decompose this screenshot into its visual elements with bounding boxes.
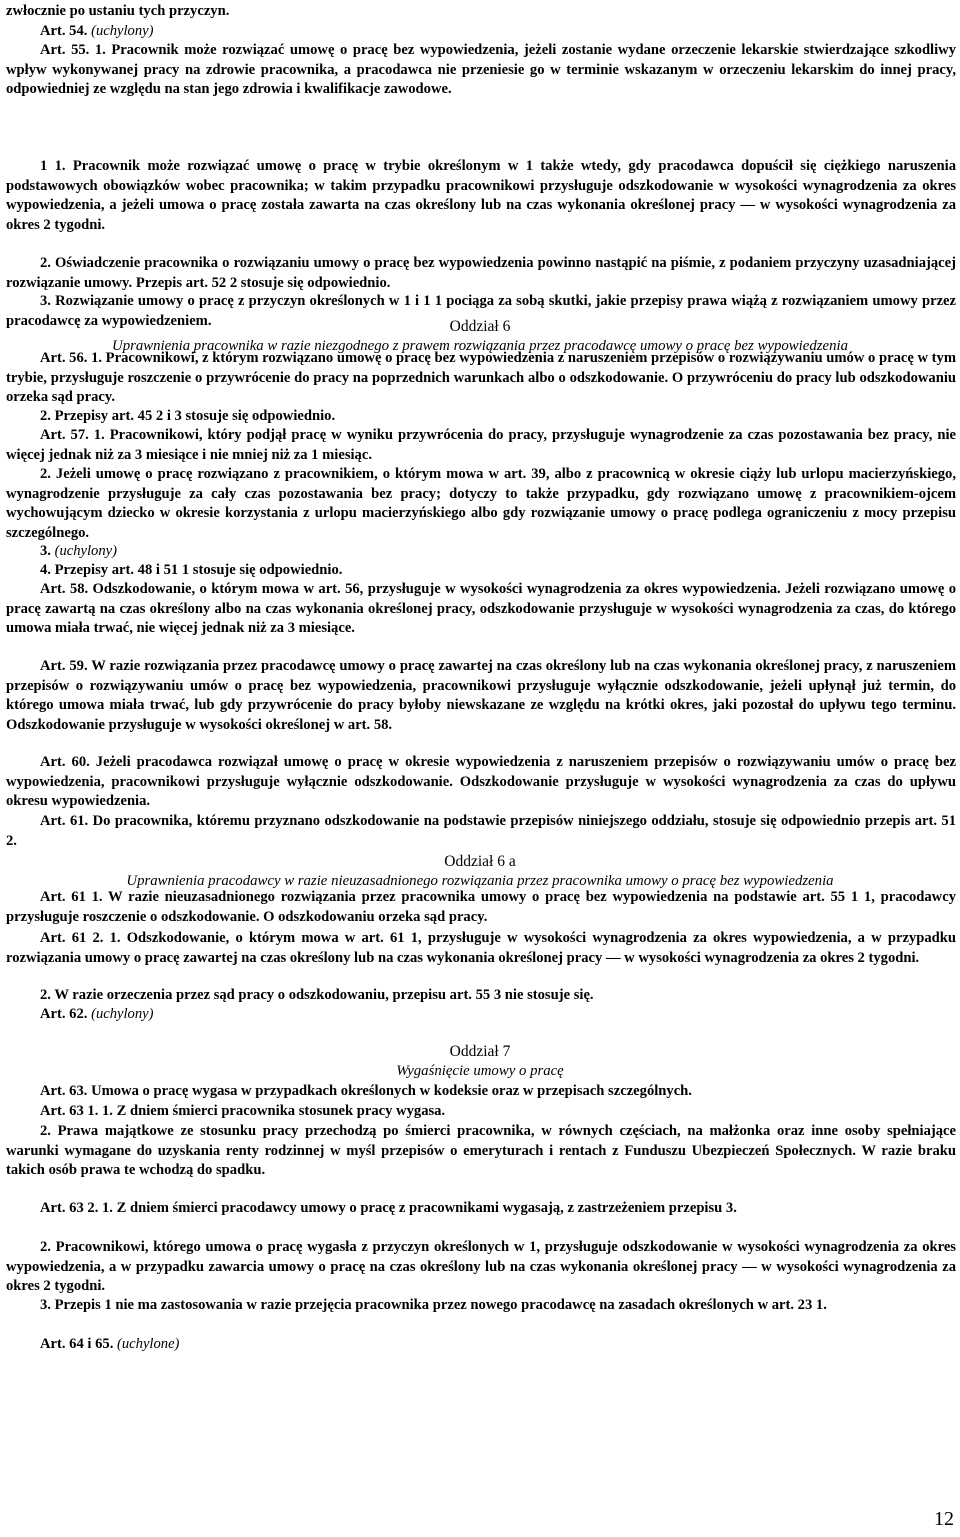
paragraph — [6, 41, 956, 100]
paragraph-text: 2. Przepisy art. 45 2 i 3 stosuje się odpowiednio. — [40, 408, 336, 424]
paragraph — [6, 2, 956, 22]
paragraph — [6, 22, 956, 42]
paragraph — [6, 657, 956, 735]
repealed-note: (uchylony) — [91, 1006, 154, 1022]
paragraph — [6, 888, 956, 927]
paragraph-text: Art. 59. W razie rozwiązania przez pracodawcę umowy o pracę zawartej na czas określony lub na czas wykonania określonej pracy, z naruszeniem przepisów o rozwiązywaniu umów o pracę bez wypowiedzenia, pracownikowi przysługuje wyłącznie odszkodowanie, jeżeli upłynął już termin, do którego umowa miała trwać, lub gdy przywrócenie do pracy byłoby niewskazane ze względu na krótki okres, jaki pozostał do upływu tego terminu. Odszkodowanie przysługuje w wysokości określonej w art. 58. — [6, 658, 956, 733]
paragraph — [6, 1122, 956, 1181]
paragraph-text: Art. 56. 1. Pracownikowi, z którym rozwiązano umowę o pracę bez wypowiedzenia z naruszeniem przepisów o rozwiązywaniu umów o pracę w tym trybie, przysługuje roszczenie o przywrócenie do pracy na poprzednich warunkach albo o odszkodowanie. O przywróceniu do pracy lub odszkodowaniu orzeka sąd pracy. — [6, 350, 956, 406]
paragraph-text: Art. 63. Umowa o pracę wygasa w przypadkach określonych w kodeksie oraz w przepisach szczególnych. — [40, 1083, 692, 1099]
paragraph-text: 3. — [40, 543, 55, 559]
paragraph-text: 2. Prawa majątkowe ze stosunku pracy przechodzą po śmierci pracownika, w równych częściach, na małżonka oraz inne osoby spełniające warunki wymagane do uzyskania renty rodzinnej w myśl przepisów o emeryturach i rentach z Funduszu Ubezpieczeń Społecznych. W razie braku takich osób prawa te wchodzą do spadku. — [6, 1123, 956, 1179]
paragraph — [6, 1335, 956, 1355]
section-subtitle: Wygaśnięcie umowy o pracę — [396, 1063, 564, 1079]
paragraph-text: Art. 61 1. W razie nieuzasadnionego rozwiązania przez pracownika umowy o pracę bez wypowiedzenia na podstawie art. 55 1 1, pracodawcy przysługuje roszczenie o odszkodowanie. O odszkodowaniu orzeka sąd pracy. — [6, 889, 956, 925]
paragraph — [6, 1082, 956, 1102]
paragraph — [6, 1005, 956, 1025]
paragraph — [6, 542, 956, 562]
paragraph — [6, 426, 956, 465]
paragraph-text: 3. Przepis 1 nie ma zastosowania w razie przejęcia pracownika przez nowego pracodawcę na zasadach określonych w art. 23 1. — [40, 1297, 827, 1313]
paragraph-text: Art. 61 2. 1. Odszkodowanie, o którym mowa w art. 61 1, przysługuje w wysokości wynagrodzenia za okres wypowiedzenia, a w przypadku rozwiązania umowy o pracę zawartej na czas określony lub na czas wykonania określonej pracy — w wysokości wynagrodzenia za okres 2 tygodni. — [6, 930, 956, 966]
paragraph-text: Art. 62. — [40, 1006, 92, 1022]
paragraph-text: 2. Oświadczenie pracownika o rozwiązaniu umowy o pracę bez wypowiedzenia powinno nastąpić na piśmie, z podaniem przyczyny uzasadniającej rozwiązanie umowy. Przepis art. 52 2 stosuje się odpowiednio. — [6, 255, 956, 291]
paragraph — [6, 561, 956, 581]
section-heading: Oddział 6 a — [444, 853, 516, 870]
paragraph-text: 4. Przepisy art. 48 i 51 1 stosuje się odpowiednio. — [40, 562, 343, 578]
paragraph-text: Art. 60. Jeżeli pracodawca rozwiązał umowę o pracę w okresie wypowiedzenia z naruszeniem przepisów o rozwiązywaniu umów o pracę bez wypowiedzenia, pracownikowi przysługuje wyłącznie odszkodowanie. Odszkodowanie przysługuje w wysokości wynagrodzenia za czas do upływu okresu wypowiedzenia. — [6, 754, 956, 810]
paragraph-text: Art. 54. — [40, 23, 92, 39]
paragraph — [6, 1199, 956, 1219]
paragraph — [6, 1102, 956, 1122]
paragraph — [6, 349, 956, 408]
section-subtitle: Uprawnienia pracownika w razie niezgodnego z prawem rozwiązania przez pracodawcę umowy o pracę bez wypowiedzenia — [112, 338, 848, 354]
paragraph — [6, 753, 956, 812]
paragraph — [6, 1296, 956, 1316]
paragraph — [6, 407, 956, 427]
section-heading: Oddział 6 — [449, 318, 511, 335]
paragraph-text: Art. 58. Odszkodowanie, o którym mowa w art. 56, przysługuje w wysokości wynagrodzenia za okres wypowiedzenia. Jeżeli rozwiązano umowę o pracę zawartą na czas określony albo na czas wykonania określonej pracy, odszkodowanie przysługuje w wysokości wynagrodzenia za czas, do którego umowa miała trwać, nie więcej jednak niż za 3 miesiące. — [6, 581, 956, 637]
page-number: 12 — [934, 1508, 954, 1530]
paragraph — [6, 1238, 956, 1297]
paragraph — [6, 929, 956, 968]
repealed-note: (uchylone) — [117, 1336, 180, 1352]
paragraph-text: Art. 63 2. 1. Z dniem śmierci pracodawcy umowy o pracę z pracownikami wygasają, z zastrzeżeniem przepisu 3. — [40, 1200, 737, 1216]
paragraph — [6, 580, 956, 639]
paragraph-text: Art. 55. 1. Pracownik może rozwiązać umowę o pracę bez wypowiedzenia, jeżeli zostanie wydane orzeczenie lekarskie stwierdzające szkodliwy wpływ wykonywanej pracy na zdrowie pracownika, a pracodawca nie przeniesie go w terminie wskazanym w orzeczeniu lekarskim do innej pracy, odpowiedniej ze względu na stan jego zdrowia i kwalifikacje zawodowe. — [6, 42, 956, 98]
paragraph-text: 2. Pracownikowi, którego umowa o pracę wygasła z przyczyn określonych w 1, przysługuje odszkodowanie w wysokości wynagrodzenia za okres wypowiedzenia, a w przypadku zawarcia umowy o pracę na czas określony lub na czas wykonania określonej pracy — w wysokości wynagrodzenia za okres 2 tygodni. — [6, 1239, 956, 1295]
paragraph-text: 2. W razie orzeczenia przez sąd pracy o odszkodowaniu, przepisu art. 55 3 nie stosuje się. — [40, 987, 594, 1003]
section-heading: Oddział 7 — [449, 1043, 511, 1060]
paragraph-text: 3. Rozwiązanie umowy o pracę z przyczyn określonych w 1 i 1 1 pociąga za sobą skutki, jakie przepisy prawa wiążą z rozwiązaniem umowy przez pracodawcę za wypowiedzeniem. — [6, 293, 956, 329]
paragraph — [6, 254, 956, 293]
paragraph — [6, 812, 956, 851]
repealed-note: (uchylony) — [54, 543, 117, 559]
paragraph-text: zwłocznie po ustaniu tych przyczyn. — [6, 3, 230, 19]
paragraph — [6, 157, 956, 235]
paragraph-text: Art. 57. 1. Pracownikowi, który podjął pracę w wyniku przywrócenia do pracy, przysługuje wynagrodzenie za czas pozostawania bez pracy, nie więcej jednak niż za 3 miesiące i nie mniej niż za 1 miesiąc. — [6, 427, 956, 463]
paragraph-text: 2. Jeżeli umowę o pracę rozwiązano z pracownikiem, o którym mowa w art. 39, albo z pracownicą w okresie ciąży lub urlopu macierzyńskiego, wynagrodzenie przysługuje za cały czas pozostawania bez pracy; dotyczy to także przypadku, gdy rozwiązano umowę z pracownikiem-ojcem wychowującym dziecko w okresie korzystania z urlopu macierzyńskiego albo gdy rozwiązanie umowy o pracę podlega ograniczeniu z mocy przepisu szczególnego. — [6, 466, 956, 541]
paragraph-text: Art. 63 1. 1. Z dniem śmierci pracownika stosunek pracy wygasa. — [40, 1103, 446, 1119]
paragraph — [6, 986, 956, 1006]
paragraph-text: Art. 61. Do pracownika, któremu przyznano odszkodowanie na podstawie przepisów niniejszego oddziału, stosuje się odpowiednio przepis art. 51 2. — [6, 813, 956, 849]
paragraph-text: Art. 64 i 65. — [40, 1336, 118, 1352]
paragraph-text: 1 1. Pracownik może rozwiązać umowę o pracę w trybie określonym w 1 także wtedy, gdy pracodawca dopuścił się ciężkiego naruszenia podstawowych obowiązków wobec pracownika; w takim przypadku pracownikowi przysługuje odszkodowanie w wysokości wynagrodzenia za okres wypowiedzenia, a jeżeli umowa o pracę została zawarta na czas określony lub na czas wykonania określonej pracy — w wysokości wynagrodzenia za okres 2 tygodni. — [6, 158, 956, 233]
paragraph — [6, 465, 956, 543]
repealed-note: (uchylony) — [91, 23, 154, 39]
section-subtitle: Uprawnienia pracodawcy w razie nieuzasadnionego rozwiązania przez pracownika umowy o pracę bez wypowiedzenia — [126, 873, 834, 889]
